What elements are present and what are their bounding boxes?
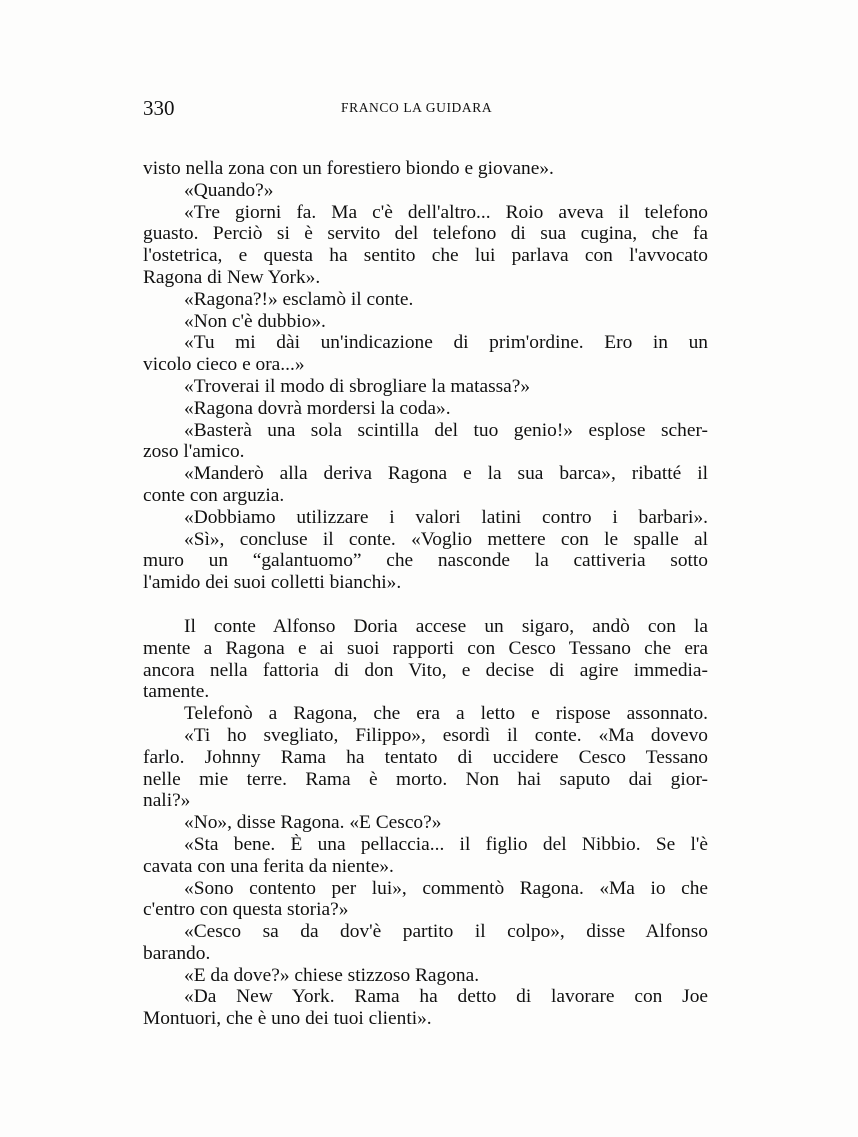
- text-line: vicolo cieco e ora...»: [143, 354, 305, 376]
- page-number: 330: [143, 96, 175, 120]
- text-line: c'entro con questa storia?»: [143, 899, 349, 921]
- paragraph-gap: [143, 594, 708, 616]
- text-line: «Ragona?!» esclamò il conte.: [184, 288, 414, 310]
- text-line: «Tu mi dài un'indicazione di prim'ordine. Ero in un: [184, 332, 708, 354]
- running-head: FRANCO LA GUIDARA: [341, 100, 493, 115]
- text-line: conte con arguzia.: [143, 484, 285, 506]
- text-line: «Da New York. Rama ha detto di lavorare con Joe: [184, 986, 708, 1008]
- text-line: «Tre giorni fa. Ma c'è dell'altro... Roio aveva il telefono: [184, 201, 708, 223]
- text-line: mente a Ragona e ai suoi rapporti con Cesco Tessano che era: [143, 637, 708, 659]
- text-line: «E da dove?» chiese stizzoso Ragona.: [184, 964, 480, 986]
- text-line: barando.: [143, 942, 211, 964]
- text-line: «Troverai il modo di sbrogliare la matassa?»: [184, 375, 531, 397]
- text-line: «Sì», concluse il conte. «Voglio mettere con le spalle al: [184, 528, 708, 550]
- text-line: «Basterà una sola scintilla del tuo genio!» esplose scher-: [184, 419, 708, 441]
- text-line: guasto. Perciò si è servito del telefono di sua cugina, che fa: [143, 223, 708, 245]
- text-line: ancora nella fattoria di don Vito, e decise di agire immedia-: [143, 659, 708, 681]
- text-line: «Sta bene. È una pellaccia... il figlio del Nibbio. Se l'è: [184, 833, 708, 855]
- text-line: l'amido dei suoi colletti bianchi».: [143, 572, 402, 594]
- text-line: «Ti ho svegliato, Filippo», esordì il conte. «Ma dovevo: [184, 724, 708, 746]
- text-line: Telefonò a Ragona, che era a letto e rispose assonnato.: [184, 703, 708, 725]
- text-line: Il conte Alfonso Doria accese un sigaro, andò con la: [184, 615, 708, 637]
- text-line: «Cesco sa da dov'è partito il colpo», disse Alfonso: [184, 921, 708, 943]
- text-line: l'ostetrica, e questa ha sentito che lui parlava con l'avvocato: [143, 245, 708, 267]
- text-line: «Sono contento per lui», commentò Ragona. «Ma io che: [184, 877, 708, 899]
- text-line: cavata con una ferita da niente».: [143, 855, 394, 877]
- text-line: Montuori, che è uno dei tuoi clienti».: [143, 1008, 432, 1030]
- text-line: «Manderò alla deriva Ragona e la sua barca», ribatté il: [184, 463, 708, 485]
- text-line: «Dobbiamo utilizzare i valori latini contro i barbari».: [184, 506, 708, 528]
- text-line: «No», disse Ragona. «E Cesco?»: [184, 812, 442, 834]
- text-line: «Non c'è dubbio».: [184, 310, 326, 332]
- text-line: muro un “galantuomo” che nasconde la cattiveria sotto: [143, 550, 708, 572]
- text-line: visto nella zona con un forestiero biondo e giovane».: [143, 158, 554, 179]
- text-line: «Quando?»: [184, 179, 274, 201]
- body-text: [143, 158, 708, 1030]
- text-line: «Ragona dovrà mordersi la coda».: [184, 397, 451, 419]
- text-line: tamente.: [143, 681, 210, 703]
- text-line: zoso l'amico.: [143, 441, 245, 463]
- page-header: [143, 96, 708, 120]
- text-line: farlo. Johnny Rama ha tentato di uccidere Cesco Tessano: [143, 746, 708, 768]
- text-line: nali?»: [143, 790, 191, 812]
- text-line: Ragona di New York».: [143, 266, 321, 288]
- text-line: nelle mie terre. Rama è morto. Non hai saputo dai gior-: [143, 768, 708, 790]
